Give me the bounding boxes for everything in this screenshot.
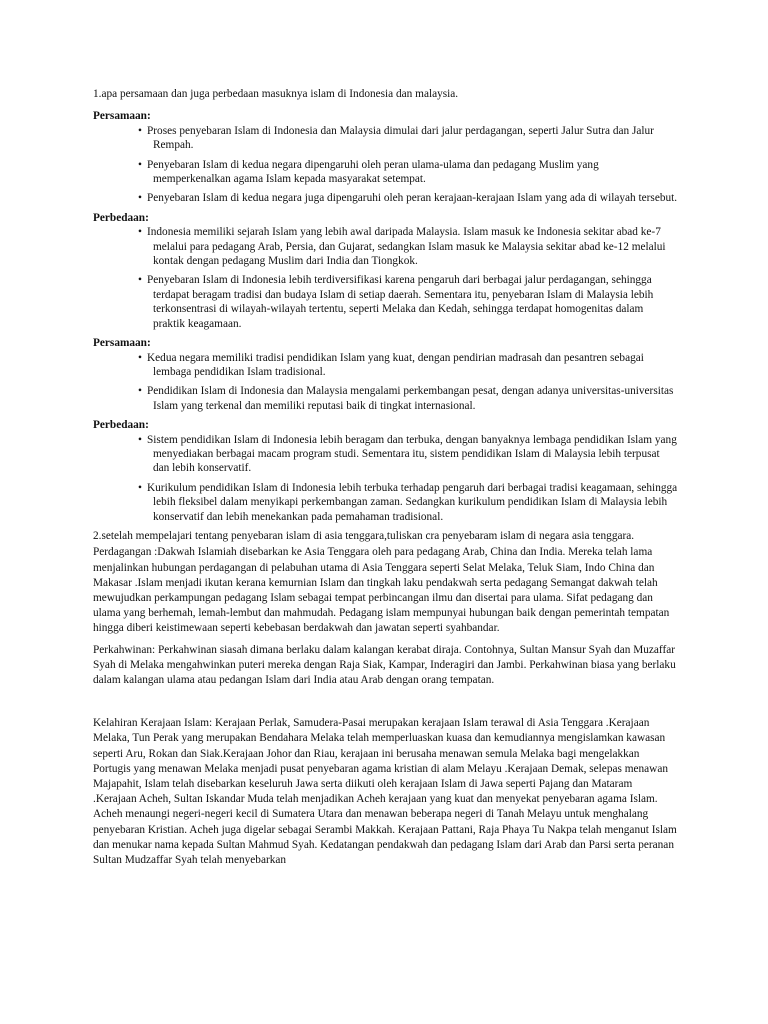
bullet-list-perbedaan-2 — [93, 433, 678, 524]
paragraph-kerajaan-islam: Kelahiran Kerajaan Islam: Kerajaan Perlak, Samudera-Pasai merupakan kerajaan Islam terawal di Asia Tenggara .Kerajaan Melaka, Tun Perak yang merupakan Bendahara Melaka telah memperluaskan kuasa dan kemudiannya mengislamkan kawasan seperti Aru, Rokan dan Siak.Kerajaan Johor dan Riau, kerajaan ini berusaha menawan semula Melaka bagi mengelakkan Portugis yang menawan Melaka menjadi pusat penyebaran agama kristian di alam Melayu .Kerajaan Demak, selepas menawan Majapahit, Islam telah disebarkan keseluruh Jawa serta diikuti oleh kerajaan Islam di Jawa seperti Pajang dan Mataram .Kerajaan Acheh, Sultan Iskandar Muda telah menjadikan Acheh kerajaan yang kuat dan menyekat penyebaran agama Islam. Acheh menaungi negeri-negeri kecil di Sumatera Utara dan menawan beberapa negeri di Tanah Melayu untuk menghalang penyebaran Kristian. Acheh juga digelar sebagai Serambi Makkah. Kerajaan Pattani, Raja Phaya Tu Nakpa telah menganut Islam dan menukar nama kepada Sultan Mahmud Syah. Kedatangan pendakwah dan pedagang Islam dari Arab dan Parsi serta peranan Sultan Mudzaffar Syah telah menyebarkan — [93, 717, 677, 867]
section-heading-perbedaan-1: Perbedaan: — [93, 211, 149, 224]
list-item: • Kedua negara memiliki tradisi pendidikan Islam yang kuat, dengan pendirian madrasah dan pesantren sebagai lembaga pendidikan Islam tradisional. — [138, 351, 644, 378]
bullet-icon: • — [138, 481, 142, 494]
list-item: • Penyebaran Islam di kedua negara dipengaruhi oleh peran ulama-ulama dan pedagang Muslim yang memperkenalkan agama Islam kepada masyarakat setempat. — [138, 158, 599, 186]
section-heading-perbedaan-2: Perbedaan: — [93, 419, 149, 432]
bullet-icon: • — [138, 158, 142, 171]
bullet-icon: • — [138, 192, 142, 205]
section-heading-persamaan-2: Persamaan: — [93, 337, 151, 350]
bullet-icon: • — [138, 433, 142, 446]
list-item: • Penyebaran Islam di Indonesia lebih terdiversifikasi karena pengaruh dari berbagai jalur perdagangan, sehingga terdapat beragam tradisi dan budaya Islam di setiap daerah. Sementara itu, penyebaran Islam di Malaysia lebih terkonsentrasi di wilayah-wilayah tertentu, seperti Melaka dan Kedah, sehingga terdapat homogenitas dalam praktik keagamaan. — [138, 274, 654, 330]
bullet-icon: • — [138, 124, 142, 137]
paragraph-perkahwinan: Perkahwinan: Perkahwinan siasah dimana berlaku dalam kalangan kerabat diraja. Contohnya, Sultan Mansur Syah dan Muzaffar Syah di Melaka mengahwinkan puteri mereka dengan Raja Siak, Kampar, Inderagiri dan Jambi. Perkahwinan biasa yang berlaku dalam kalangan ulama atau pedangan Islam dari India atau Arab dengan orang tempatan. — [93, 643, 676, 686]
list-item: • Pendidikan Islam di Indonesia dan Malaysia mengalami perkembangan pesat, dengan adanya universitas-universitas Islam yang terkenal dan memiliki reputasi baik di tingkat internasional. — [138, 385, 674, 412]
question-1: 1.apa persamaan dan juga perbedaan masuknya islam di Indonesia dan malaysia. — [93, 88, 459, 100]
bullet-list-perbedaan-1 — [93, 225, 678, 331]
list-item: • Proses penyebaran Islam di Indonesia dan Malaysia dimulai dari jalur perdagangan, seperti Jalur Sutra dan Jalur Rempah. — [138, 124, 654, 152]
list-item: • Sistem pendidikan Islam di Indonesia lebih beragam dan terbuka, dengan banyaknya lembaga pendidikan Islam yang menyediakan berbagai macam program studi. Sementara itu, sistem pendidikan Islam di Malaysia lebih terpusat dan lebih konservatif. — [138, 433, 677, 475]
bullet-icon: • — [138, 351, 142, 364]
document-page — [93, 87, 678, 868]
bullet-icon: • — [138, 274, 142, 287]
bullet-icon: • — [138, 226, 142, 239]
bullet-list-persamaan-2 — [93, 351, 678, 414]
question-2: 2.setelah mempelajari tentang penyebaran islam di asia tenggara,tuliskan cra penyebaram islam di negara asia tenggara. — [93, 529, 635, 542]
list-item: • Penyebaran Islam di kedua negara juga dipengaruhi oleh peran kerajaan-kerajaan Islam yang ada di wilayah tersebut. — [138, 192, 678, 205]
bullet-icon: • — [138, 385, 142, 398]
section-heading-persamaan-1: Persamaan: — [93, 110, 151, 123]
list-item: • Kurikulum pendidikan Islam di Indonesia lebih terbuka terhadap pengaruh dari berbagai tradisi keagamaan, sehingga lebih fleksibel dalam menyikapi perkembangan zaman. Sedangkan kurikulum pendidikan Islam di Malaysia lebih konservatif dan lebih menekankan pada pemahaman tradisional. — [138, 481, 678, 523]
bullet-list-persamaan-1 — [93, 124, 678, 206]
paragraph-perdagangan: Perdagangan :Dakwah Islamiah disebarkan ke Asia Tenggara oleh para pedagang Arab, China dan India. Mereka telah lama menjalinkan hubungan perdagangan di pelabuhan utama di Asia Tenggara seperti Selat Melaka, Teluk Siam, Indo China dan Makasar .Islam menjadi ikutan kerana kemurnian Islam dan tingkah laku pendakwah serta pedagang Semangat dakwah telah mewujudkan perkampungan pedagang Islam sebagai tempat perbincangan ilmu dan disertai para ulama. Sifat pedagang dan ulama yang berhemah, lemah-lembut dan mahmudah. Pedagang islam mempunyai hubungan baik dengan pemerintah tempatan hingga diberi keistimewaan seperti kebebasan berdakwah dan jawatan seperti syahbandar. — [93, 546, 670, 635]
list-item: • Indonesia memiliki sejarah Islam yang lebih awal daripada Malaysia. Islam masuk ke Indonesia sekitar abad ke-7 melalui para pedagang Arab, Persia, dan Gujarat, sedangkan Islam masuk ke Malaysia sekitar abad ke-12 melalui kontak dengan pedagang Muslim dari India dan Tiongkok. — [138, 226, 666, 268]
